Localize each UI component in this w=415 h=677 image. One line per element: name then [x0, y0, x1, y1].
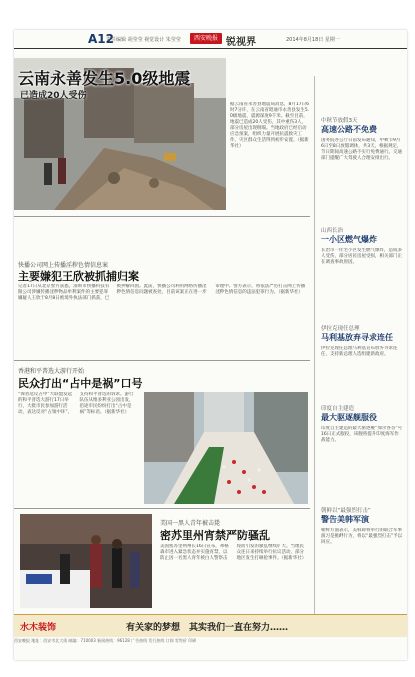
editor-credit: 责任编辑 胡莹莹 视觉设计 朱莹莹 [106, 37, 181, 43]
brief-kicker: 中秋节放假3天 [321, 118, 358, 124]
story4-body: 美国密苏里州州长16日宣布，弗格森市进入紧急状态并实施宵禁，以防止因一名黑人青年被白人警察击毙而引发的骚乱继续扩大。当地民众连日来持续举行抗议活动，部分地区发生打砸抢事件。（据新华社） [160, 544, 307, 561]
divider [14, 508, 310, 509]
lead-headline: 云南永善发生5.0级地震 [18, 69, 191, 88]
brief-kicker: 朝鲜以“最强烈打击” [321, 508, 371, 514]
ad-banner [14, 614, 407, 637]
brief-kicker: 山西长治 [321, 228, 344, 234]
story2-kicker: 快播公司网上传播淫秽色情信息案 [18, 262, 109, 269]
brief-body: 国务院办公厅日前发布通知，中秋节9月6日至8日放假调休，共3天。根据规定，节日期间高速公路不实行免费通行。交通部门提醒广大驾驶人合理安排出行。 [321, 138, 402, 161]
lead-subhead: 已造成20人受伤 [20, 91, 87, 101]
paper-logo: 西安晚报 [190, 33, 222, 44]
brief-kicker: 印度自主建造 [321, 406, 355, 412]
brief-headline: 警告美韩军演 [321, 515, 369, 524]
story3-kicker: 香港和平普选大游行开始 [18, 368, 85, 375]
brief-body: 长治市一住宅小区发生燃气爆炸，造成多人受伤，部分居民房屋受损，相关部门正在调查事故原因。 [321, 248, 402, 265]
brief-body: 伊拉克现任总理马利基宣布放弃寻求连任，支持新总理人选组建新政府。 [321, 346, 398, 357]
section-title: 锐视界 [226, 37, 256, 48]
brief-headline: 一小区燃气爆炸 [321, 235, 377, 244]
page-footer: 西安晚报 地址：西安市北大街 邮编：710003 新闻热线：96128 广告热线 发行热线 订阅 零售价 印刷 [14, 638, 197, 643]
brief-kicker: 伊拉克现任总理 [321, 326, 360, 332]
hong-kong-march-photo [144, 392, 308, 504]
story4-headline: 密苏里州宵禁严防骚乱 [160, 529, 270, 542]
sidebar-briefs [314, 76, 405, 616]
brief-body: 朝鲜方面表示，美韩即将举行的联合军事演习是挑衅行为，将以“最强烈打击”予以回应。 [321, 528, 403, 545]
missouri-protest-photo [20, 514, 152, 608]
brief-headline: 马利基放弃寻求连任 [321, 333, 393, 342]
story3-headline: 民众打出“占中是祸”口号 [18, 377, 143, 390]
divider [14, 360, 310, 361]
brief-headline: 最大驱逐舰服役 [321, 413, 377, 422]
ad-slogan: 有关家的梦想 其实我们一直在努力…… [126, 623, 289, 633]
story2-body: 记者17日从北京警方获悉，深圳市快播科技有限公司涉嫌传播淫秽物品牟利案件的主要犯罪嫌疑人王欣于8月8日被境外执法部门抓获，已被押解回国。此前，快播公司利用网络传播淫秽色情信息问题被查处，目前该案正在进一步审理中。警方表示，将依法严厉打击网上传播淫秽色情信息的违法犯罪行为。（据新华社） [18, 284, 306, 301]
page-header [14, 30, 407, 49]
story3-body: “保普选反占中”大联盟发起的和平普选大游行17日举行，大批市民参加游行活动，表达反对“占领中环”、支持和平普选的诉求。游行队伍从维多利亚公园出发，沿途市民纷纷打出“占中是祸”等标语。（据新华社） [18, 392, 134, 415]
newspaper-page [14, 30, 407, 660]
brief-headline: 高速公路不免费 [321, 125, 377, 134]
ad-brand: 水木装饰 [20, 623, 57, 633]
issue-date: 2014年8月18日 星期一 [286, 37, 340, 43]
story2-headline: 主要嫌犯王欣被抓捕归案 [18, 270, 139, 283]
page-number: A12 [88, 32, 114, 46]
lead-body: 据云南省永善县地震局消息，8月17日6时7分许，在云南省昭通市永善县发生5.0级地震，震源深度9千米。截至目前，地震已造成20人受伤，其中重伤3人，部分房屋出现倒塌。当地政府已经启动应急预案，组织力量开展抗震救灾工作，灾区群众生活得到初步安置。（据新华社） [230, 102, 310, 149]
story4-kicker: 美国一黑人青年被击毙 [160, 520, 221, 527]
divider [14, 216, 310, 217]
brief-body: 印度自主建造的最大驱逐舰“加尔各答”号16日正式服役，该舰将提升印度海军作战能力。 [321, 426, 403, 443]
